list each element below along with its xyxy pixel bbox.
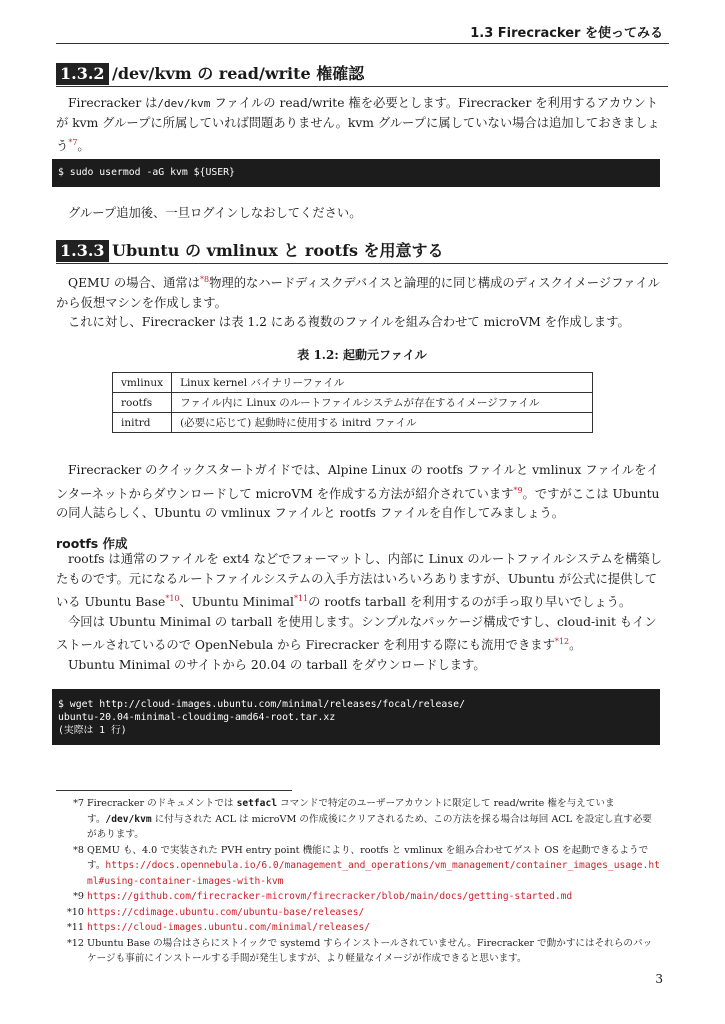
- section-number: 1.3.2: [56, 63, 109, 85]
- footnote-mark: *7: [73, 798, 84, 809]
- code-block-wget: [52, 689, 660, 745]
- footnote-mark: *12: [66, 937, 84, 949]
- code-line: $ sudo usermod -aG kvm ${USER}: [58, 167, 235, 178]
- boot-files-table: [112, 372, 593, 433]
- table-cell-desc: (必要に応じて) 起動時に使用する initrd ファイル: [172, 413, 593, 433]
- footnotes: [56, 796, 660, 967]
- footnote-9: [56, 889, 660, 905]
- paragraph: Firecracker は/dev/kvm ファイルの read/write 権を必要とします。Firecracker を利用するアカウントが kvm グループに所属していれば問題ありません。kvm グループに属していない場合は追加しておきましょう$^{*7}$。: [56, 96, 660, 154]
- paragraph: QEMU の場合、通常は$^{*8}$物理的なハードディスクデバイスと論理的に同じ構成のディスクイメージファイルから仮想マシンを作成します。: [56, 275, 661, 310]
- footnote-ref[interactable]: *8: [200, 275, 210, 284]
- inline-code-path: /dev/kvm: [157, 97, 211, 110]
- subsection-title: rootfs 作成: [56, 536, 128, 551]
- table-cell-name: vmlinux: [113, 373, 172, 393]
- subsection-body: [56, 550, 668, 675]
- footnote-link[interactable]: https://github.com/firecracker-microvm/firecracker/blob/main/docs/getting-started.md: [87, 891, 573, 902]
- code-line: $ wget http://cloud-images.ubuntu.com/minimal/releases/focal/release/: [58, 699, 465, 710]
- running-header: 1.3 Firecracker を使ってみる: [470, 26, 663, 41]
- footnote-ref[interactable]: *12: [554, 637, 570, 647]
- section-title: Ubuntu の vmlinux と rootfs を用意する: [112, 241, 444, 260]
- section-underline: [56, 263, 668, 264]
- table-cell-name: initrd: [113, 413, 172, 433]
- inline-code-path: /dev/kvm: [105, 813, 152, 825]
- footnote-link[interactable]: https://cloud-images.ubuntu.com/minimal/releases/: [87, 922, 371, 933]
- table-caption: 表 1.2: 起動元ファイル: [297, 348, 427, 362]
- inline-code: setfacl: [236, 798, 277, 809]
- page-number: 3: [655, 972, 663, 986]
- section-underline: [56, 86, 668, 87]
- footnote-8: *8 QEMU も、4.0 で実装された PVH entry point 機能により、rootfs と vmlinux を組み合わせてゲスト OS を起動できるようです。https://docs.opennebula.io/6.0/management_and_operations/vm_management/container_images_usage.html#using-container-images-with-kvm: [56, 843, 660, 890]
- footnote-12: *12 Ubuntu Base の場合はさらにストイックで systemd すらインストールされていません。Firecracker で動かすにはそれらのパッケージも事前にインストールする手間が発生しますが、より軽量なイメージが作成できると思います。: [56, 936, 660, 967]
- footnote-7: *7 Firecracker のドキュメントでは setfacl コマンドで特定のユーザーアカウントに限定して read/write 権を与えています。/dev/kvm に付与された ACL は microVM の作成後にクリアされるため、この方法を採る場合は毎回 ACL を設定し直す必要があります。: [56, 796, 660, 843]
- section-2-para-3: [56, 461, 668, 524]
- paragraph: rootfs は通常のファイルを ext4 などでフォーマットし、内部に Linux のルートファイルシステムを構築したものです。元になるルートファイルシステムの入手方法はいろいろありますが、Ubuntu が公式に提供している Ubuntu Base$^{*10}$、Ubuntu Minimal$^{*11}$の rootfs tarball を利用するのが手っ取り早いでしょう。: [56, 552, 662, 610]
- section-number: 1.3.3: [56, 240, 109, 262]
- table-cell-name: rootfs: [113, 393, 172, 413]
- paragraph: Firecracker のクイックスタートガイドでは、Alpine Linux の rootfs ファイルと vmlinux ファイルをインターネットからダウンロードして microVM を作成する方法が紹介されています$^{*9}$。ですがここは Ubuntu の同人誌らしく、Ubuntu の vmlinux ファイルと rootfs ファイルを自作してみましょう。: [56, 463, 660, 521]
- section-1-body: [56, 94, 668, 157]
- code-line: ubuntu-20.04-minimal-cloudimg-amd64-root.tar.xz: [58, 712, 336, 723]
- footnote-ref[interactable]: *10: [165, 594, 180, 603]
- table-cell-desc: Linux kernel バイナリーファイル: [172, 373, 593, 393]
- footnote-mark: *11: [66, 922, 84, 933]
- table-row: [113, 393, 593, 413]
- paragraph: 今回は Ubuntu Minimal の tarball を使用します。シンプルなパッケージ構成ですし、cloud-init もインストールされているので OpenNebula から Firecracker を利用する際にも流用できます$^{*12}$。: [56, 614, 657, 653]
- section-1-after: [56, 204, 668, 224]
- paragraph: グループ追加後、一旦ログインしなおしてください。: [68, 206, 362, 220]
- paragraph: これに対し、Firecracker は表 1.2 にある複数のファイルを組み合わせて microVM を作成します。: [68, 315, 630, 330]
- footnote-mark: *9: [73, 891, 84, 902]
- header-rule: [56, 43, 669, 44]
- footnote-link[interactable]: https://cdimage.ubuntu.com/ubuntu-base/releases/: [87, 906, 365, 918]
- footnote-ref[interactable]: *7: [68, 138, 78, 147]
- section-2-body: [56, 270, 668, 333]
- code-line: (実際は 1 行): [58, 725, 127, 736]
- footnote-rule: [56, 790, 292, 791]
- section-heading-1-3-3: [56, 240, 668, 262]
- footnote-ref[interactable]: *11: [293, 594, 309, 603]
- footnote-ref[interactable]: *9: [513, 485, 523, 495]
- footnote-11: [56, 920, 660, 936]
- footnote-link[interactable]: https://docs.opennebula.io/6.0/management_and_operations/vm_management/container_images_usage.html#using-container-images-with-kvm: [87, 860, 660, 887]
- footnote-10: [56, 905, 660, 921]
- section-heading-1-3-2: [56, 63, 668, 85]
- table-cell-desc: ファイル内に Linux のルートファイルシステムが存在するイメージファイル: [172, 393, 593, 413]
- table-row: [113, 413, 593, 433]
- footnote-mark: *8: [73, 844, 84, 856]
- paragraph: Ubuntu Minimal のサイトから 20.04 の tarball をダウンロードします。: [68, 657, 486, 672]
- code-block: [52, 159, 660, 187]
- footnote-mark: *10: [66, 906, 84, 918]
- table-row: [113, 373, 593, 393]
- section-title: /dev/kvm の read/write 権確認: [112, 64, 365, 83]
